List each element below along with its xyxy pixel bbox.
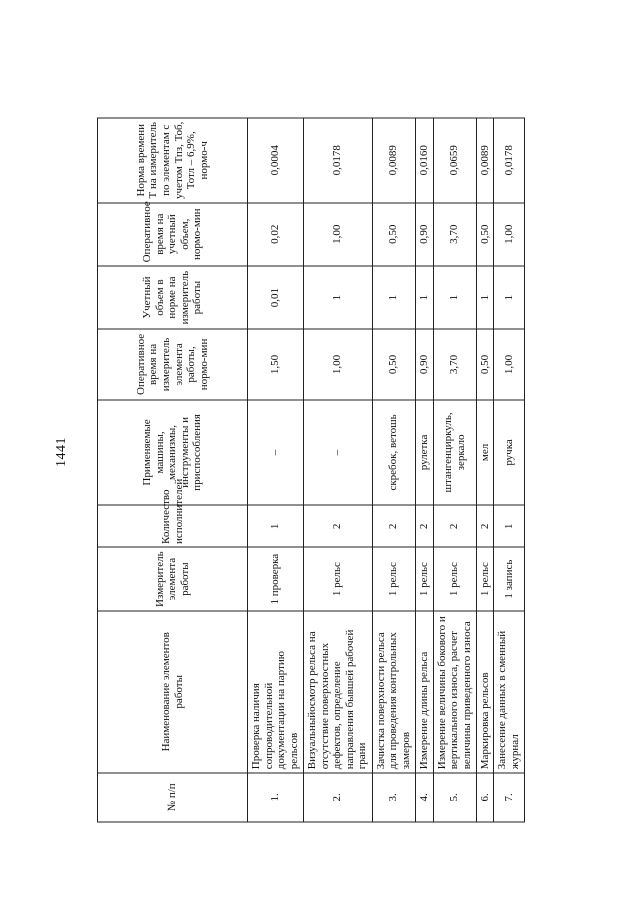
cell-tools: мел [476,400,494,506]
cell-tools: – [248,400,304,506]
cell-op-time-volume: 0,50 [476,203,494,266]
cell-number: 7. [494,773,525,822]
cell-time-norm: 0,0160 [415,118,433,203]
header-time-norm: Норма времени Т на измеритель по элементам с учетом Тпз, Тоб, Тотл – 6,9%, нормо-ч [98,118,248,203]
cell-tools: рулетка [415,400,433,506]
table-row [476,118,494,822]
cell-volume: 1 [433,266,476,329]
cell-unit: 1 проверка [248,547,304,610]
cell-time-norm: 0,0089 [372,118,415,203]
cell-work-element: Проверка наличия сопроводительной документации на партию рельсов [248,611,304,773]
cell-workers: 1 [494,505,525,547]
cell-unit: 1 рельс [433,547,476,610]
cell-op-time: 1,00 [303,329,372,399]
cell-workers: 2 [476,505,494,547]
cell-volume: 1 [494,266,525,329]
cell-tools: – [303,400,372,506]
table-row [415,118,433,822]
cell-time-norm: 0,0659 [433,118,476,203]
cell-number: 6. [476,773,494,822]
cell-op-time-volume: 3,70 [433,203,476,266]
cell-op-time: 1,50 [248,329,304,399]
cell-unit: 1 рельс [476,547,494,610]
table-row [372,118,415,822]
cell-number: 3. [372,773,415,822]
cell-time-norm: 0,0004 [248,118,304,203]
work-norms-table [97,118,525,823]
page-number: 1441 [54,437,69,467]
cell-work-element: Зачистка поверхности рельса для проведения контрольных замеров [372,611,415,773]
cell-time-norm: 0,0178 [303,118,372,203]
header-unit: Измеритель элемента работы [98,547,248,610]
cell-number: 4. [415,773,433,822]
cell-time-norm: 0,0089 [476,118,494,203]
cell-unit: 1 рельс [415,547,433,610]
table-header-row [98,118,248,822]
cell-work-element: Измерение длины рельса [415,611,433,773]
table-row [494,118,525,822]
cell-workers: 1 [248,505,304,547]
cell-number: 5. [433,773,476,822]
cell-op-time: 1,00 [494,329,525,399]
cell-op-time-volume: 0,50 [372,203,415,266]
header-number: № п/п [98,773,248,822]
cell-work-element: Измерение величины бокового и вертикального износа, расчет величины приведенного износа [433,611,476,773]
cell-op-time-volume: 0,02 [248,203,304,266]
header-work-element: Наименование элементов работы [98,611,248,773]
table-row [248,118,304,822]
cell-volume: 1 [372,266,415,329]
header-op-time-volume: Оперативное время на учетный объем, нормо-мин [98,203,248,266]
cell-number: 1. [248,773,304,822]
cell-op-time-volume: 1,00 [303,203,372,266]
table-row [433,118,476,822]
cell-op-time: 0,50 [476,329,494,399]
cell-tools: скребок, ветошь [372,400,415,506]
table-row [303,118,372,822]
header-workers: Количество исполнителей [98,505,248,547]
cell-op-time-volume: 0,90 [415,203,433,266]
cell-volume: 0,01 [248,266,304,329]
norms-table-container [97,118,525,823]
cell-op-time: 3,70 [433,329,476,399]
cell-workers: 2 [372,505,415,547]
cell-work-element: Маркировка рельсов [476,611,494,773]
cell-unit: 1 запись [494,547,525,610]
header-volume: Учетный объем в норме на измеритель работы [98,266,248,329]
cell-work-element: Занесение данных в сменный журнал [494,611,525,773]
cell-tools: штангенциркуль, зеркало [433,400,476,506]
cell-work-element: Визуальныйосмотр рельса на отсутствие поверхностных дефектов, определение направления бывшей рабочей грани [303,611,372,773]
cell-volume: 1 [415,266,433,329]
cell-tools: ручка [494,400,525,506]
cell-workers: 2 [303,505,372,547]
cell-op-time-volume: 1,00 [494,203,525,266]
cell-time-norm: 0,0178 [494,118,525,203]
cell-workers: 2 [415,505,433,547]
cell-volume: 1 [303,266,372,329]
cell-unit: 1 рельс [372,547,415,610]
header-op-time: Оперативное время на измеритель элемента работы, нормо-мин [98,329,248,399]
cell-op-time: 0,90 [415,329,433,399]
cell-unit: 1 рельс [303,547,372,610]
cell-number: 2. [303,773,372,822]
cell-workers: 2 [433,505,476,547]
header-tools: Применяемые машины, механизмы, инструменты и приспособления [98,400,248,506]
cell-op-time: 0,50 [372,329,415,399]
cell-volume: 1 [476,266,494,329]
